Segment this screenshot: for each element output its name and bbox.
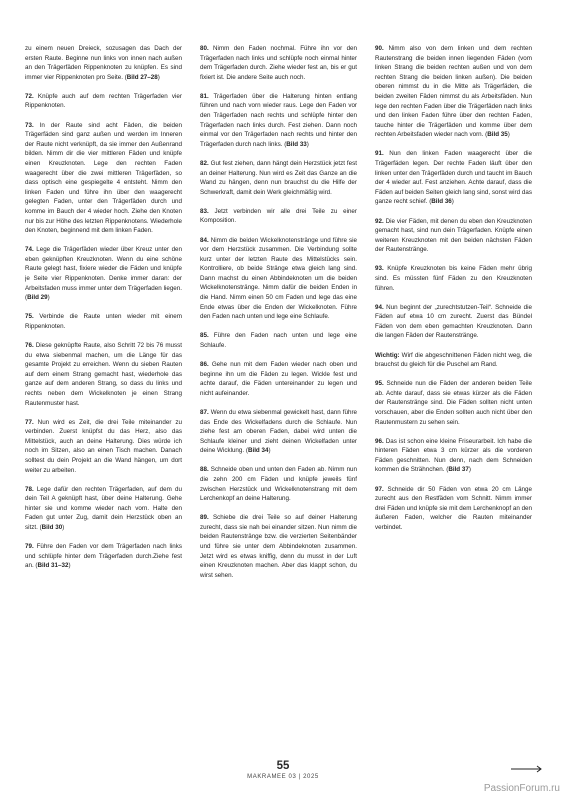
paragraph-text: )	[306, 140, 309, 148]
instruction-paragraph	[200, 236, 357, 322]
paragraph-text: Nun wird es Zeit, die drei Teile miteinander zu verbinden. Zuerst knüpfst du das Herz, also das Mittelstück, auch an deine Halterung. Dies würde ich noch im Sitzen, also an einen Tisch machen. Danach solltest du dein Projekt an die Wand hängen, um dort weiter zu arbeiten.	[25, 418, 182, 474]
step-number: 75.	[25, 313, 34, 321]
image-reference: Bild 30	[41, 524, 63, 532]
step-number: 78.	[25, 485, 34, 493]
paragraph-text: Verbinde die Raute unten wieder mit einem Rippenknoten.	[25, 313, 182, 330]
paragraph-text: )	[62, 524, 65, 532]
instruction-paragraph	[375, 379, 532, 427]
paragraph-text: In der Raute sind acht Fäden, die beiden Trägerfäden sind ganz außen und werden im Inneren der Raute nicht verknüpft, da sie immer den Außenrand bilden. Nimm dir die vier mittleren Fäden und knüpfe einen Kreuzknoten. Lege den rechten Faden waagerecht über die zwei mittleren Trägerfäden, so dass optisch eine gespiegelte 4 entsteht. Nimm den linken Faden und führe ihn über den waagerecht gelegten Faden, unter den Trägerfäden durch und komme im Bauch der 4 wieder hoch. Ziehe den Knoten nur bis zur Höhe des letzten Rippenknotens. Wiederhole den Knoten, beginnend mit dem linken Faden.	[25, 121, 182, 235]
paragraph-text: Trägerfaden über die Halterung hinten entlang führen und nach vorn wieder raus. Lege den Faden vor den Trägerfaden nach rechts und schlüpfe hinter den Trägerfaden nach links durch. Fest ziehen. Dann noch einmal vor den Trägerfaden nach rechts und hinter den Trägerfaden durch nach links. (	[200, 92, 357, 148]
instruction-paragraph	[375, 437, 532, 475]
instruction-paragraph	[375, 217, 532, 255]
instruction-paragraph	[25, 341, 182, 408]
paragraph-text: Lege dafür den rechten Trägerfaden, auf dem du dein Teil A geknüpft hast, über deine Halterung. Gehe hinter sie und komme wieder nach vorn. Halte den Faden gut unter Zug, damit dein Herzstück oben an sitzt. (	[25, 485, 182, 532]
step-number: 96.	[375, 437, 384, 445]
step-number: 72.	[25, 92, 34, 100]
emphasis-label: Wichtig:	[375, 351, 400, 359]
paragraph-text: Schneide dir 50 Fäden von etwa 20 cm Länge zurecht aus den Restfäden vom Schnitt. Nimm immer drei Fäden und knüpfe sie mit dem Lerchenknopf an den äußeren Faden, welcher die Rauten miteinander verbindet.	[375, 485, 532, 531]
image-reference: Bild 37	[448, 466, 469, 474]
paragraph-text: Schneide oben und unten den Faden ab. Nimm nun die zehn 200 cm Fäden und knüpfe jeweils fünf zwischen Herzstück und Wickelknotenstrang mit dem Lerchenkopf an deine Halterung.	[200, 466, 357, 503]
paragraph-text: Nun den linken Faden waagerecht über die Trägerfäden legen. Der rechte Faden läuft über den linken unter den Trägerfäden durch und taucht im Bauch der 4 wieder auf. Fest anziehen. Achte darauf, dass die Fäden auf beiden Seiten gleich lang sind, sonst wird das ganze recht schief. (	[375, 150, 532, 206]
instruction-paragraph	[25, 542, 182, 571]
paragraph-text: Das ist schon eine kleine Friseurarbeit. Ich habe die hinteren Fäden etwa 3 cm kürzer als die vorderen Fäden geschnitten. Nun denn, nach dem Schneiden kommen die Strähnchen. (	[375, 437, 532, 474]
paragraph-text: Gehe nun mit dem Faden wieder nach oben und beginne ihn um die Fäden zu legen. Wickle fest und achte darauf, die Fäden untereinander zu legen und nicht aufeinander.	[200, 361, 357, 397]
paragraph-text: )	[157, 73, 160, 81]
paragraph-text: )	[468, 466, 471, 474]
instruction-paragraph	[375, 264, 532, 293]
step-number: 97.	[375, 485, 384, 493]
instruction-paragraph	[200, 44, 357, 82]
image-reference: Bild 29	[27, 294, 48, 302]
text-column-3	[375, 44, 532, 749]
instruction-paragraph	[25, 121, 182, 236]
page-number: 55	[276, 760, 290, 772]
step-number: 92.	[375, 217, 384, 225]
paragraph-text: Führe den Faden nach unten und lege eine Schlaufe.	[200, 332, 357, 349]
paragraph-text: Diese geknüpfte Raute, also Schritt 72 bis 76 musst du etwa siebenmal machen, um die Länge für das gesamte Projekt zu erreichen. Wenn du sieben Rauten auf dem einem Strang gemacht hast, wiederhole das ganze auf dem anderen Strang, so dass du links und rechts neben dem Wickelknoten je einen Strang Rautenmuster hast.	[25, 341, 182, 407]
step-number: 86.	[200, 361, 209, 369]
instruction-paragraph	[25, 312, 182, 331]
step-number: 88.	[200, 466, 209, 474]
paragraph-text: Schneide nun die Fäden der anderen beiden Teile ab. Achte darauf, dass sie etwas kürzer als die Fäden der Rautenstränge sind. Die Fäden sollten nicht unten vorschauen, aber die Enden sollten auch nicht über den Rautenmustern zu sehen sein.	[375, 380, 532, 426]
paragraph-text: Wirf die abgeschnittenen Fäden nicht weg, die brauchst du gleich für die Puschel am Rand.	[375, 351, 532, 369]
step-number: 76.	[25, 341, 34, 349]
step-number: 95.	[375, 380, 384, 388]
paragraph-text: )	[47, 294, 50, 302]
image-reference: Bild 33	[286, 140, 307, 148]
step-number: 91.	[375, 150, 384, 158]
step-number: 82.	[200, 159, 209, 167]
step-number: 81.	[200, 92, 209, 100]
watermark: PassionForum.ru	[483, 783, 560, 794]
instruction-paragraph	[200, 408, 357, 456]
paragraph-text: Jetzt verbinden wir alle drei Teile zu einer Komposition.	[200, 207, 357, 225]
paragraph-text: )	[451, 198, 454, 206]
instruction-paragraph	[375, 485, 532, 533]
text-column-2	[200, 44, 357, 749]
image-reference: Bild 34	[247, 447, 269, 455]
step-number: 83.	[200, 207, 209, 215]
paragraph-text: Nun beginnt der „zurechtstutzen-Teil“. Schneide die Fäden auf etwa 10 cm zurecht. Zuerst das Bündel Fäden von dem eben gemachten Kreuzknoten. Dann die langen Fäden der Rautenstränge.	[375, 303, 532, 340]
long-right-arrow-icon	[510, 764, 544, 774]
step-number: 84.	[200, 236, 209, 244]
instruction-paragraph	[200, 92, 357, 150]
instruction-paragraph	[200, 159, 357, 197]
instruction-paragraph	[25, 92, 182, 111]
paragraph-text: )	[268, 447, 271, 455]
instruction-paragraph	[375, 149, 532, 207]
step-number: 90.	[375, 45, 384, 52]
instruction-paragraph	[200, 360, 357, 398]
paragraph-text: Knüpfe Kreuzknoten bis keine Fäden mehr übrig sind. Es müssten fünf Fäden zu den Kreuzknoten führen.	[375, 265, 532, 292]
step-number: 94.	[375, 303, 384, 311]
paragraph-text: )	[68, 562, 71, 570]
step-number: 77.	[25, 418, 34, 426]
step-number: 74.	[25, 246, 34, 254]
step-number: 73.	[25, 121, 34, 129]
instruction-paragraph	[375, 351, 532, 370]
instruction-paragraph	[200, 207, 357, 226]
instruction-paragraph	[200, 513, 357, 580]
paragraph-text: Wenn du etwa siebenmal gewickelt hast, dann führe das Ende des Wickelfadens durch die Schlaufe. Nun ziehe fest am oberen Faden, dabei wird unten die Schlaufe kleiner und zieht deinen Wickelfaden unter deine Wicklung. (	[200, 408, 357, 455]
paragraph-text: Knüpfe auch auf dem rechten Trägerfaden vier Rippenknoten.	[25, 92, 182, 110]
image-reference: Bild 36	[431, 198, 452, 206]
paragraph-text: Lege die Trägerfäden wieder über Kreuz unter den eben geknüpften Kreuzknoten. Wenn du eine schöne Raute gelegt hast, fixiere wieder die Fäden und knüpfe je Seite vier Rippenknoten. Denke immer daran: der Arbeitsfaden muss immer unter dem Trägerfaden liegen. (	[25, 246, 182, 302]
instruction-paragraph	[375, 44, 532, 140]
page-footer	[0, 760, 566, 781]
paragraph-text: Nimm die beiden Wickelknotenstränge und führe sie vor dem Herzstück zusammen. Die Verbindung sollte kurz unter der letzten Raute des Mittelstücks sein. Kontrolliere, ob beide Stränge etwa gleich lang sind. Dann machst du einen Abbindeknoten um die beiden Wickelknotenstränge. Nimm dafür die beiden Enden in die Hand. Nimm einen 50 cm Faden und lege das eine Ende etwas über die Enden der Wickelknoten. Führe den Faden nach unten und lege eine Schlaufe.	[200, 236, 357, 321]
image-reference: Bild 31–32	[37, 562, 69, 570]
paragraph-text: Führe den Faden vor dem Trägerfaden nach links und schlüpfe hinter dem Trägerfaden durch.Ziehe fest an. (	[25, 543, 182, 570]
paragraph-text: Gut fest ziehen, dann hängt dein Herzstück jetzt fest an deiner Halterung. Nun wird es Zeit das Ganze an die Wand zu hängen, denn nun brauchst du die Hilfe der Schwerkraft, damit dein Werk gleichmäßig wird.	[200, 159, 357, 196]
step-number: 79.	[25, 543, 34, 551]
instruction-paragraph	[25, 418, 182, 476]
paragraph-text: Nimm also von dem linken und dem rechten Rautenstrang die beiden innen liegenden Fäden (vom linken Strang die beiden rechten außen und von dem rechten Strang die beiden linken außen). Die beiden oberen nimmst du in die Mitte als Trägerfäden, die beiden zweiten Fäden nimmst du als Arbeitsfäden. Nun lege den rechten Faden über die Trägerfäden nach links und den linken Faden führe über den rechten Faden, tauche hinter die Trägerfäden und komme über dem rechten Arbeitsfaden wieder nach vorn. (	[375, 45, 532, 139]
image-reference: Bild 35	[487, 131, 508, 139]
paragraph-text: Schiebe die drei Teile so auf deiner Halterung zurecht, dass sie nah bei einander sitzen. Nun nimm die beiden Rautenstränge bzw. die verzierten Seitenbänder und führe sie unter dem Abbindeknoten zusammen. Jetzt wird es etwas kniffig, denn du musst in der Luft einen Kreuzknoten machen. Aber das klappt schon, du wirst sehen.	[200, 514, 357, 579]
step-number: 80.	[200, 45, 209, 52]
paragraph-text: )	[507, 131, 510, 139]
step-number: 87.	[200, 408, 209, 416]
image-reference: Bild 27–28	[126, 73, 158, 81]
paragraph-text: Nimm den Faden nochmal. Führe ihn vor den Trägerfaden nach links und schlüpfe noch einmal hinter dem Trägerfaden durch. Ziehe wieder fest an, bis er gut fixiert ist. Die andere Seite auch noch.	[200, 45, 357, 81]
text-column-1	[25, 44, 182, 749]
paragraph-text: zu einem neuen Dreieck, sozusagen das Dach der ersten Raute. Beginne nun links von innen nach außen an den Trägerfäden Rippenknoten zu knüpfen. Es sind immer vier Rippenknoten pro Seite. (	[25, 45, 182, 81]
step-number: 93.	[375, 265, 384, 273]
instruction-paragraph	[200, 465, 357, 503]
instruction-paragraph	[25, 485, 182, 533]
step-number: 89.	[200, 514, 209, 522]
instruction-paragraph	[25, 245, 182, 303]
step-number: 85.	[200, 332, 209, 340]
instruction-paragraph	[200, 331, 357, 350]
instruction-paragraph	[375, 303, 532, 341]
paragraph-text: Die vier Fäden, mit denen du eben den Kreuzknoten gemacht hast, sind nun dein Trägerfaden. Knüpfe einen weiteren Kreuzknoten mit den beiden nächsten Fäden der Rautenstränge.	[375, 217, 532, 254]
magazine-issue: MAKRAMEE 03 | 2025	[247, 774, 319, 780]
instruction-paragraph	[25, 44, 182, 82]
